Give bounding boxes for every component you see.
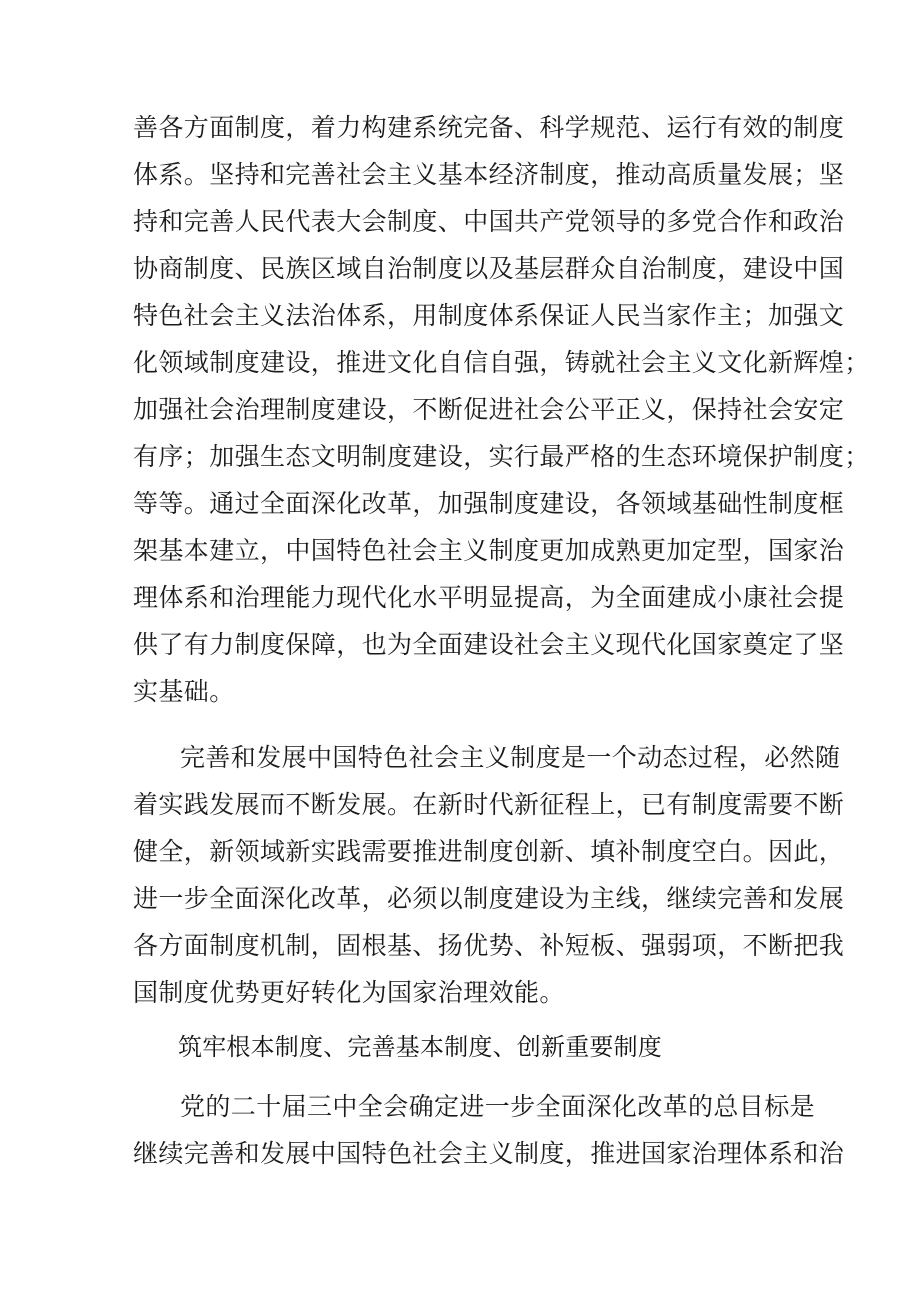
paragraph-line: 架基本建立，中国特色社会主义制度更加成熟更加定型，国家治 bbox=[133, 536, 845, 565]
paragraph-line: 健全，新领域新实践需要推进制度创新、填补制度空白。因此， bbox=[133, 837, 845, 866]
paragraph-line: 供了有力制度保障，也为全面建设社会主义现代化国家奠定了坚 bbox=[133, 630, 845, 659]
paragraph-line: 加强社会治理制度建设，不断促进社会公平正义，保持社会安定 bbox=[133, 395, 845, 424]
paragraph-line: 化领域制度建设，推进文化自信自强，铸就社会主义文化新辉煌； bbox=[133, 348, 870, 377]
paragraph-line: 继续完善和发展中国特色社会主义制度，推进国家治理体系和治 bbox=[133, 1139, 845, 1168]
paragraph-line: 等等。通过全面深化改革，加强制度建设，各领域基础性制度框 bbox=[133, 489, 845, 518]
paragraph-line: 理体系和治理能力现代化水平明显提高，为全面建成小康社会提 bbox=[133, 583, 845, 612]
paragraph-line: 协商制度、民族区域自治制度以及基层群众自治制度，建设中国 bbox=[133, 254, 845, 283]
paragraph-line: 有序；加强生态文明制度建设，实行最严格的生态环境保护制度； bbox=[133, 442, 870, 471]
paragraph-line: 善各方面制度，着力构建系统完备、科学规范、运行有效的制度 bbox=[133, 113, 845, 142]
paragraph-line: 国制度优势更好转化为国家治理效能。 bbox=[133, 978, 565, 1007]
paragraph-line: 体系。坚持和完善社会主义基本经济制度，推动高质量发展；坚 bbox=[133, 160, 845, 189]
paragraph-line: 党的二十届三中全会确定进一步全面深化改革的总目标是 bbox=[180, 1092, 816, 1121]
paragraph-line: 完善和发展中国特色社会主义制度是一个动态过程，必然随 bbox=[180, 743, 841, 772]
paragraph-line: 着实践发展而不断发展。在新时代新征程上，已有制度需要不断 bbox=[133, 790, 845, 819]
section-heading: 筑牢根本制度、完善基本制度、创新重要制度 bbox=[178, 1033, 662, 1061]
paragraph-line: 实基础。 bbox=[133, 677, 235, 706]
paragraph-line: 各方面制度机制，固根基、扬优势、补短板、强弱项，不断把我 bbox=[133, 931, 845, 960]
paragraph-line: 特色社会主义法治体系，用制度体系保证人民当家作主；加强文 bbox=[133, 301, 845, 330]
paragraph-line: 进一步全面深化改革，必须以制度建设为主线，继续完善和发展 bbox=[133, 884, 845, 913]
paragraph-line: 持和完善人民代表大会制度、中国共产党领导的多党合作和政治 bbox=[133, 207, 845, 236]
